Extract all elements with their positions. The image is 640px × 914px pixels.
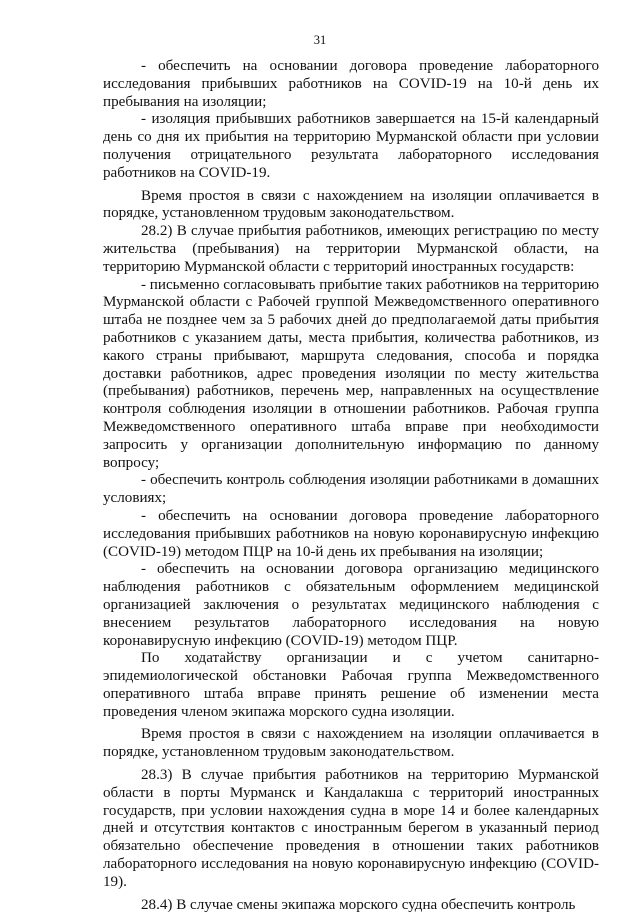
document-body (103, 58, 599, 914)
paragraph-downtime-pay-2: Время простоя в связи с нахождением на изоляции оплачивается в порядке, установленном трудовым законодательством. (103, 726, 599, 761)
paragraph-28-3: 28.3) В случае прибытия работников на территорию Мурманской области в порты Мурманск и Кандалакша с территорий иностранных государств, при условии нахождения судна в море 14 и более календарных дней и отсутствия контактов с иностранным берегом в указанный период обязательно обеспечение проведения в отношении таких работников лабораторного исследования на новую коронавирусную инфекцию (COVID-19). (103, 767, 599, 890)
paragraph-pcr-testing: - обеспечить на основании договора проведение лабораторного исследования прибывших работников на новую коронавирусную инфекцию (COVID-19) методом ПЦР на 10-й день их пребывания на изоляции; (103, 507, 599, 560)
paragraph-medical-observation: - обеспечить на основании договора организацию медицинского наблюдения работников с обязательным оформлением медицинской организацией заключения о результатах медицинского наблюдения с внесением результатов лабораторного исследования на новую коронавирусную инфекцию (COVID-19) методом ПЦР. (103, 561, 599, 649)
paragraph-home-isolation-control: - обеспечить контроль соблюдения изоляции работниками в домашних условиях; (103, 472, 599, 507)
paragraph-working-group-decision: По ходатайству организации и с учетом санитарно-эпидемиологической обстановки Рабочая группа Межведомственного оперативного штаба вправе принять решение об изменении места проведения членом экипажа морского судна изоляции. (103, 650, 599, 720)
paragraph-agreement-arrival: - письменно согласовывать прибытие таких работников на территорию Мурманской области с Рабочей группой Межведомственного оперативного штаба не позднее чем за 5 рабочих дней до предполагаемой даты прибытия работников с указанием даты, места прибытия, количества работников, из какого страны прибывают, маршрута следования, способа и порядка доставки работников, адрес проведения изоляции по месту жительства (пребывания) работников, перечень мер, направленных на осуществление контроля соблюдения изоляции в отношении работников. Рабочая группа Межведомственного оперативного штаба вправе при необходимости запросить у организации дополнительную информацию по данному вопросу; (103, 276, 599, 471)
paragraph-28-4: 28.4) В случае смены экипажа морского судна обеспечить контроль (141, 896, 576, 913)
paragraph-downtime-pay: Время простоя в связи с нахождением на изоляции оплачивается в порядке, установленном трудовым законодательством. (103, 187, 599, 222)
page-number: 31 (313, 33, 327, 47)
paragraph-lab-testing-day10: - обеспечить на основании договора проведение лабораторного исследования прибывших работников на COVID-19 на 10-й день их пребывания на изоляции; (103, 58, 599, 110)
paragraph-isolation-end: - изоляция прибывших работников завершается на 15-й календарный день со дня их прибытия на территорию Мурманской области при условии получения отрицательного результата лабораторного исследования работников на COVID-19. (103, 111, 599, 181)
paragraph-28-2: 28.2) В случае прибытия работников, имеющих регистрацию по месту жительства (пребывания) на территории Мурманской области, на территорию Мурманской области с территорий иностранных государств: (103, 223, 599, 275)
